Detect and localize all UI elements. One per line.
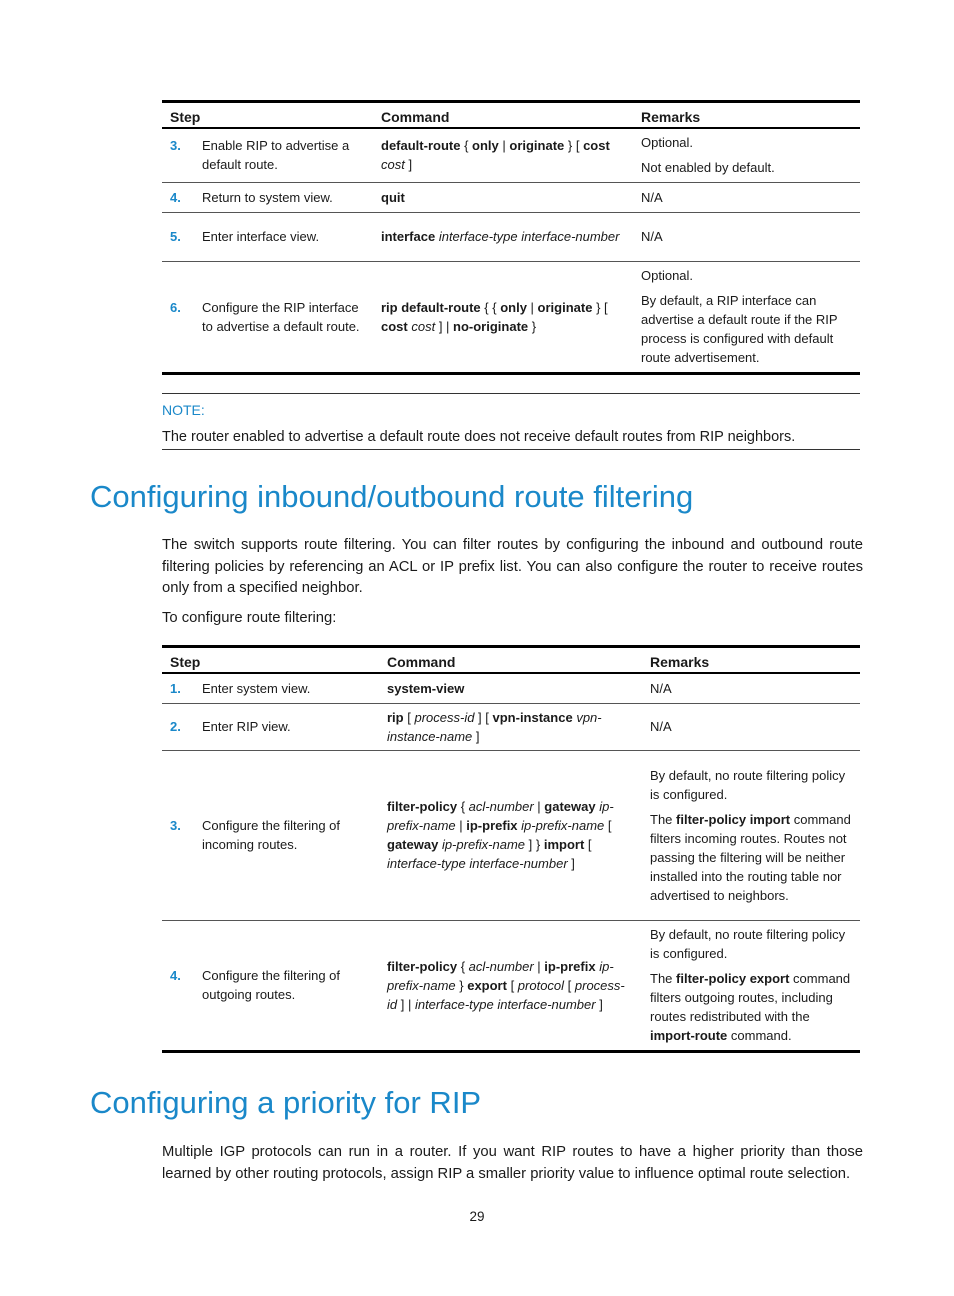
command-cell (379, 750, 642, 920)
command-keyword: cost (583, 138, 610, 154)
remark-paragraph (650, 766, 852, 804)
command-keyword: ip-prefix (544, 958, 596, 974)
step-number: 2. (170, 719, 181, 734)
command-text: command. (727, 1028, 792, 1043)
command-text: command filters incoming routes. Routes not passing the filtering will be neither installed into the routing table nor advertised to neighbors. (650, 811, 851, 903)
paragraph: Multiple IGP protocols can run in a router. If you want RIP routes to have a higher priority than those learned by other routing protocols, assign RIP a smaller priority value to influence optimal route selection. (162, 1144, 863, 1182)
command-keyword: filter-policy (387, 799, 458, 814)
remark-paragraph (650, 810, 852, 905)
command-parameter: acl-number (468, 799, 534, 814)
command-keyword: filter-policy export (676, 971, 790, 986)
command-parameter: ip-prefix-name (521, 818, 605, 833)
remarks-cell (642, 750, 860, 920)
step-number: 3. (170, 138, 181, 154)
command-text: | (455, 818, 467, 833)
step-column (162, 920, 379, 1051)
remark-paragraph (650, 717, 852, 736)
remark-paragraph (650, 969, 852, 1045)
command-keyword: ip-prefix (466, 818, 518, 833)
command-parameter: vpn-instance-name (387, 709, 602, 744)
remarks-cell (642, 920, 860, 1051)
command-keyword: only (472, 138, 499, 154)
command-text: By default, no route filtering policy is configured. (650, 927, 846, 961)
command-text: { (457, 799, 469, 814)
command-text: | (533, 799, 545, 814)
step-cell (170, 717, 371, 736)
step-number: 4. (170, 968, 181, 983)
command-text: [ (604, 818, 612, 833)
command-parameter: process-id (387, 977, 625, 1012)
command-cell (373, 212, 633, 261)
step-description: Enter system view. (202, 680, 311, 696)
step-column (162, 128, 373, 182)
command-text: ] (567, 856, 575, 871)
command-text: | (526, 299, 538, 315)
page-number: 29 (469, 1209, 485, 1224)
step-cell (170, 227, 365, 246)
remark-text: Optional. (641, 268, 694, 283)
command-text: [ (403, 709, 415, 725)
step-number: 5. (170, 229, 181, 244)
command-text: } (455, 977, 468, 993)
command-text: The (650, 971, 677, 986)
table-row (162, 182, 860, 212)
command-text: ] [ (474, 709, 493, 725)
step-description: Enter RIP view. (202, 719, 291, 734)
step-column (162, 212, 373, 261)
remarks-cell (633, 182, 860, 212)
step-column (162, 182, 373, 212)
command-parameter: interface-type interface-number (414, 996, 596, 1012)
command-text: { (460, 138, 473, 154)
note-text: The router enabled to advertise a default route does not receive default routes from RIP neighbors. (162, 429, 796, 445)
table-row (162, 703, 860, 750)
command-keyword: quit (381, 189, 405, 205)
command-cell (373, 182, 633, 212)
note-box (162, 393, 860, 450)
command-parameter: acl-number (468, 958, 534, 974)
table-1 (162, 100, 860, 375)
step-cell (170, 816, 371, 854)
command-keyword: cost (381, 318, 408, 334)
command-keyword: only (500, 299, 527, 315)
step-column (162, 703, 379, 750)
command-text: [ (564, 977, 575, 993)
command-cell (379, 920, 642, 1051)
column-header-remarks: Remarks (641, 109, 701, 125)
table-row (162, 128, 860, 182)
remark-text: Optional. (641, 135, 694, 151)
remark-paragraph (650, 925, 852, 963)
command-text: ] | (397, 996, 415, 1012)
step-description: Enter interface view. (202, 229, 320, 244)
command-keyword: originate (537, 299, 593, 315)
step-description: Configure the filtering of outgoing routes. (202, 968, 341, 1002)
command-text: By default, no route filtering policy is configured. (650, 767, 846, 802)
paragraph: To configure route filtering: (162, 610, 337, 626)
command-parameter: cost (411, 318, 436, 334)
step-cell (170, 136, 365, 174)
remark-text: N/A (641, 229, 663, 244)
table-row (162, 920, 860, 1051)
command-text: ] (595, 996, 603, 1012)
command-keyword: gateway (544, 799, 596, 814)
step-description: Configure the filtering of incoming routes. (202, 818, 341, 852)
remarks-cell (633, 212, 860, 261)
command-text: } [ (592, 299, 608, 315)
step-number: 6. (170, 299, 181, 315)
step-description: Configure the RIP interface to advertise a default route. (202, 299, 360, 334)
command-keyword: export (467, 977, 507, 993)
remark-text: By default, a RIP interface can advertise a default route if the RIP process is configured with default route advertisement. (641, 293, 838, 365)
command-keyword: gateway (387, 837, 439, 852)
command-keyword: import-route (650, 1028, 728, 1043)
note-label: NOTE: (162, 402, 205, 418)
step-column (162, 261, 373, 373)
command-keyword: vpn-instance (492, 709, 573, 725)
table-row (162, 750, 860, 920)
remark-paragraph (650, 679, 852, 698)
column-header-remarks: Remarks (650, 654, 710, 670)
command-parameter: interface-type interface-number (387, 856, 568, 871)
step-number: 3. (170, 818, 181, 833)
command-text: { { (480, 299, 501, 315)
command-text: ] (404, 157, 413, 173)
remarks-cell (633, 261, 860, 373)
command-parameter: protocol (517, 977, 565, 993)
section-heading-rip-priority: Configuring a priority for RIP (90, 1085, 482, 1120)
command-parameter: cost (381, 157, 405, 173)
table-1-header (162, 102, 860, 129)
step-number: 1. (170, 680, 181, 696)
command-cell (379, 703, 642, 750)
command-text: } (528, 318, 537, 334)
table-row (162, 673, 860, 703)
command-text: command filters outgoing routes, including routes redistributed with the (650, 971, 851, 1024)
paragraph: The switch supports route filtering. You can filter routes by configuring the inbound and outbound route filtering policies by referencing an ACL or IP prefix list. You can also configure the router to receive routes only from a specified neighbor. (162, 537, 863, 596)
command-cell (379, 673, 642, 703)
table-2-header (162, 647, 860, 674)
section-heading-route-filtering: Configuring inbound/outbound route filtering (90, 479, 694, 514)
command-text: | (533, 958, 545, 974)
column-header-command: Command (381, 109, 450, 125)
command-text: ] } (525, 837, 544, 852)
remarks-cell (642, 703, 860, 750)
command-parameter: ip-prefix-name (387, 799, 614, 833)
remark-text: Not enabled by default. (641, 160, 775, 176)
column-header-step: Step (170, 109, 201, 125)
step-cell (170, 188, 365, 207)
command-text: { (457, 958, 469, 974)
column-header-command: Command (387, 654, 456, 670)
command-keyword: system-view (387, 680, 465, 696)
command-cell (373, 261, 633, 373)
command-keyword: rip default-route (381, 299, 481, 315)
command-keyword: import (543, 837, 585, 852)
command-keyword: default-route (381, 138, 461, 154)
table-2 (162, 645, 860, 1053)
step-cell (170, 679, 371, 698)
command-parameter: interface-type interface-number (438, 229, 620, 244)
command-text: N/A (650, 680, 672, 696)
command-keyword: interface (381, 229, 436, 244)
step-cell (170, 298, 365, 336)
command-parameter: ip-prefix-name (387, 958, 614, 993)
command-parameter: process-id (414, 709, 475, 725)
command-text: | (498, 138, 510, 154)
command-keyword: rip (387, 709, 404, 725)
step-column (162, 673, 379, 703)
command-text: The (650, 811, 677, 827)
column-header-step: Step (170, 654, 201, 670)
command-text: [ (506, 977, 518, 993)
remarks-cell (633, 128, 860, 182)
step-cell (170, 966, 371, 1004)
command-keyword: originate (509, 138, 565, 154)
command-text: ] (472, 728, 480, 744)
command-text: N/A (650, 719, 672, 734)
step-description: Enable RIP to advertise a default route. (202, 138, 350, 173)
command-keyword: filter-policy import (676, 811, 791, 827)
remark-text: N/A (641, 189, 663, 205)
table-row (162, 261, 860, 373)
step-column (162, 750, 379, 920)
command-cell (373, 128, 633, 182)
table-row (162, 212, 860, 261)
step-number: 4. (170, 189, 181, 205)
step-description: Return to system view. (202, 189, 333, 205)
command-text: ] | (435, 318, 454, 334)
command-keyword: filter-policy (387, 958, 458, 974)
remarks-cell (642, 673, 860, 703)
command-parameter: ip-prefix-name (441, 837, 526, 852)
command-keyword: no-originate (453, 318, 529, 334)
command-text: [ (584, 837, 592, 852)
command-text: } [ (564, 138, 584, 154)
